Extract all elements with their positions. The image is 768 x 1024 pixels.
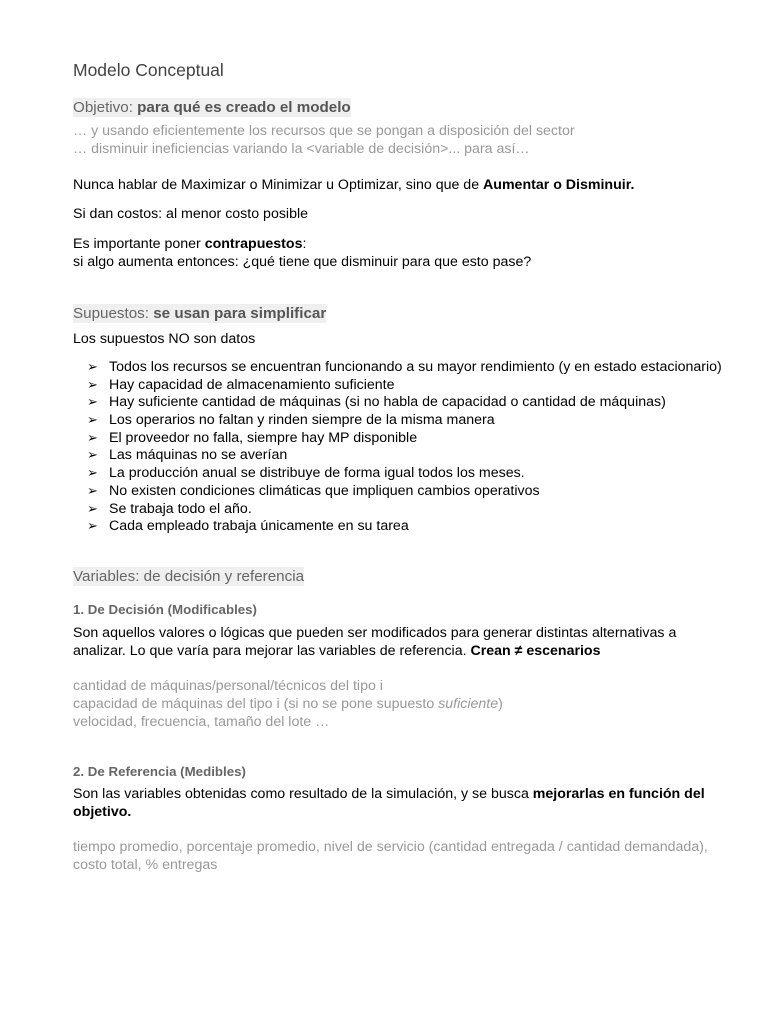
importante-paragraph (73, 235, 738, 253)
importante-line-2: si algo aumenta entonces: ¿qué tiene que disminuir para que esto pase? (73, 254, 532, 270)
objetivo-heading-prefix: Objetivo: (73, 99, 138, 116)
importante-bold: contrapuestos (204, 236, 303, 252)
list-item (73, 518, 738, 536)
objetivo-heading-highlight (73, 98, 351, 117)
decision-grey-2a: capacidad de máquinas del tipo i (si no se pone supuesto (73, 696, 439, 712)
nunca-bold: Aumentar o Disminuir. (483, 177, 635, 193)
objetivo-grey-line-1: … y usando eficientemente los recursos que se pongan a disposición del sector (73, 123, 575, 139)
importante-text: Es importante poner (73, 236, 205, 252)
referencia-text-line-2 (73, 803, 738, 821)
costos-paragraph: Si dan costos: al menor costo posible (73, 206, 309, 222)
objetivo-grey-line-2: … disminuir ineficiencias variando la <variable de decisión>... para así… (73, 141, 530, 157)
variables-heading (73, 567, 738, 587)
supuestos-heading-highlight (73, 304, 326, 323)
list-item-text: Hay suficiente cantidad de máquinas (si no habla de capacidad o cantidad de máquinas) (109, 394, 666, 411)
list-item-text: Las máquinas no se averían (109, 447, 288, 464)
page-title: Modelo Conceptual (73, 60, 224, 80)
decision-text-line-2 (73, 642, 738, 660)
decision-text-2-bold: Crean ≠ escenarios (470, 643, 601, 659)
arrowhead-bullet-icon: ➢ (87, 377, 98, 393)
referencia-heading: 2. De Referencia (Medibles) (73, 764, 246, 779)
objetivo-heading-bold: para qué es creado el modelo (137, 99, 351, 116)
referencia-text-1: Son las variables obtenidas como resultado de la simulación, y se busca (73, 786, 533, 802)
list-item (73, 430, 738, 448)
list-item (73, 412, 738, 430)
arrowhead-bullet-icon: ➢ (87, 413, 98, 429)
objetivo-heading (73, 98, 738, 118)
referencia-grey-1: tiempo promedio, porcentaje promedio, nivel de servicio (cantidad entregada / cantidad demandada), (73, 839, 708, 855)
decision-grey-2 (73, 695, 738, 713)
arrowhead-bullet-icon: ➢ (87, 395, 98, 411)
list-item-text: El proveedor no falla, siempre hay MP disponible (109, 429, 418, 446)
decision-text-line-1: Son aquellos valores o lógicas que pueden ser modificados para generar distintas alternativas a (73, 625, 677, 641)
nunca-paragraph (73, 176, 738, 194)
supuestos-intro: Los supuestos NO son datos (73, 331, 256, 347)
list-item (73, 377, 738, 395)
list-item-text: No existen condiciones climáticas que impliquen cambios operativos (109, 482, 540, 499)
decision-text-2: analizar. Lo que varía para mejorar las variables de referencia. (73, 643, 471, 659)
supuestos-heading-prefix: Supuestos: (73, 305, 154, 322)
arrowhead-bullet-icon: ➢ (87, 448, 98, 464)
decision-grey-2b: ) (498, 696, 503, 712)
referencia-text-2-bold: objetivo. (73, 804, 132, 820)
referencia-text-1-bold: mejorarlas en función del (532, 786, 705, 802)
decision-grey-3: velocidad, frecuencia, tamaño del lote … (73, 714, 330, 730)
list-item (73, 447, 738, 465)
variables-heading-highlight: Variables: de decisión y referencia (73, 568, 305, 585)
list-item (73, 483, 738, 501)
list-item-text: Todos los recursos se encuentran funcionando a su mayor rendimiento (y en estado estacionario) (109, 359, 722, 375)
supuestos-list (73, 359, 738, 536)
supuestos-heading (73, 304, 738, 324)
list-item (73, 465, 738, 483)
arrowhead-bullet-icon: ➢ (87, 430, 98, 446)
list-item-text: Hay capacidad de almacenamiento suficiente (109, 376, 395, 393)
importante-colon: : (302, 236, 307, 252)
arrowhead-bullet-icon: ➢ (87, 519, 98, 535)
list-item (73, 359, 738, 377)
list-item-text: Se trabaja todo el año. (109, 500, 252, 517)
decision-grey-1: cantidad de máquinas/personal/técnicos del tipo i (73, 678, 383, 694)
list-item (73, 501, 738, 519)
referencia-text-line-1 (73, 785, 738, 803)
arrowhead-bullet-icon: ➢ (87, 466, 98, 482)
decision-grey-2-em: suficiente (438, 696, 499, 712)
list-item-text: Cada empleado trabaja únicamente en su tarea (109, 518, 409, 535)
nunca-text: Nunca hablar de Maximizar o Minimizar u Optimizar, sino que de (73, 177, 484, 193)
supuestos-heading-bold: se usan para simplificar (153, 305, 327, 322)
list-item-text: La producción anual se distribuye de forma igual todos los meses. (109, 465, 525, 482)
arrowhead-bullet-icon: ➢ (87, 360, 98, 375)
list-item (73, 394, 738, 412)
decision-heading: 1. De Decisión (Modificables) (73, 602, 257, 617)
list-item-text: Los operarios no faltan y rinden siempre de la misma manera (109, 412, 495, 429)
arrowhead-bullet-icon: ➢ (87, 501, 98, 517)
arrowhead-bullet-icon: ➢ (87, 483, 98, 499)
referencia-grey-2: costo total, % entregas (73, 857, 218, 873)
